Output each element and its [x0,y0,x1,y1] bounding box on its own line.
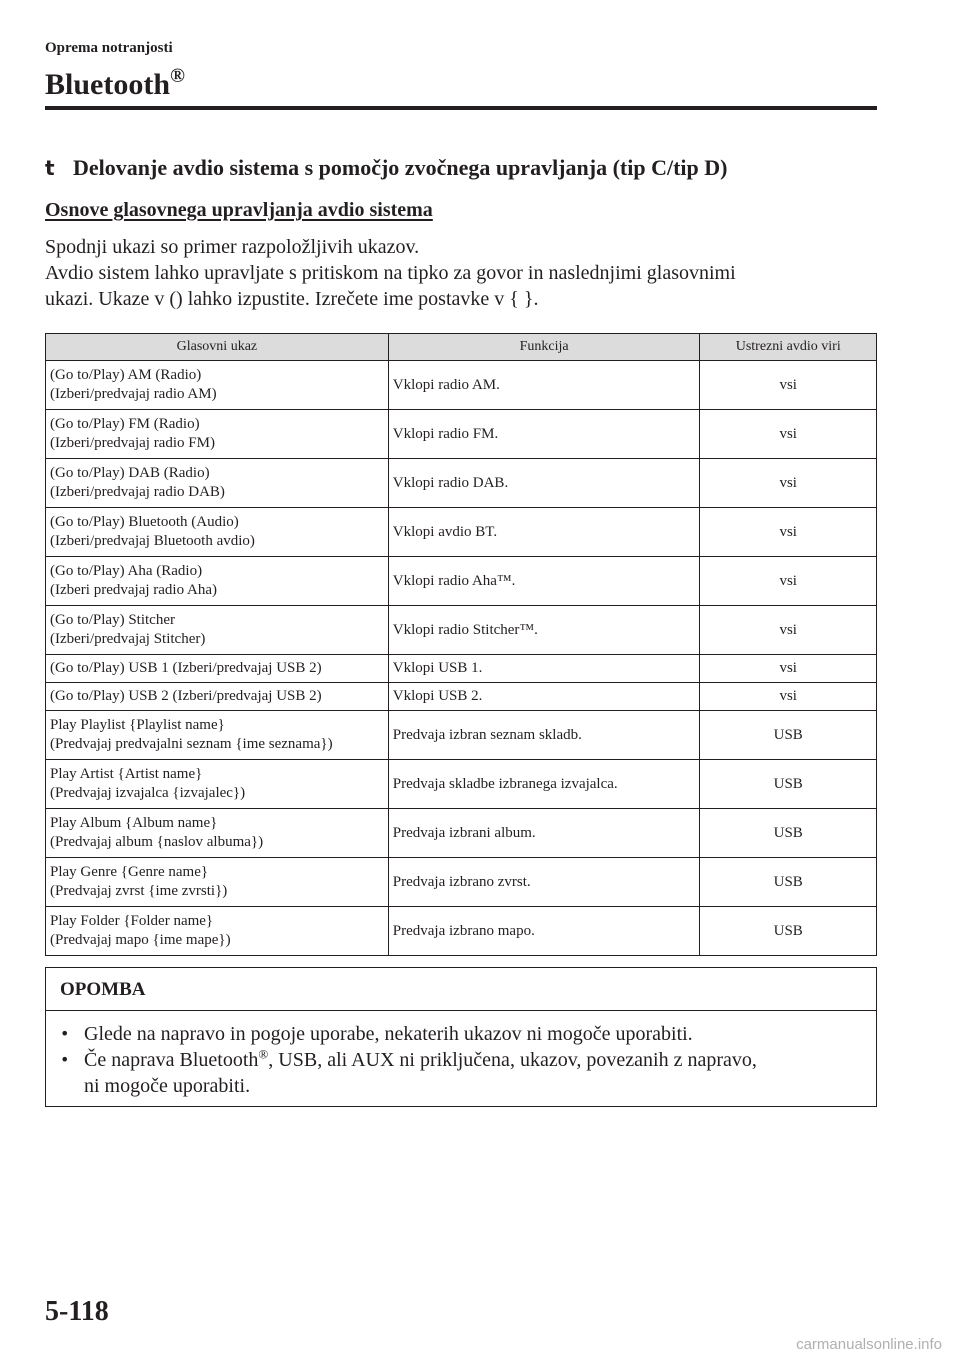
command-line: (Go to/Play) USB 1 (Izberi/predvajaj USB 2) [50,660,322,676]
table-row [46,809,877,858]
command-cell [46,655,389,683]
command-line: (Izberi/predvajaj radio FM) [50,435,215,451]
command-cell [46,459,389,508]
table-header-row [46,334,877,361]
command-line: (Izberi/predvajaj Bluetooth avdio) [50,533,255,549]
source-cell: vsi [700,655,877,683]
function-cell: Vklopi radio DAB. [388,459,700,508]
header-rule [45,106,877,110]
section-label: Oprema notranjosti [45,40,173,56]
table-row [46,410,877,459]
column-header-command: Glasovni ukaz [46,334,389,361]
intro-line: ukazi. Ukaze v () lahko izpustite. Izrečete ime postavke v { }. [45,288,539,310]
registered-mark: ® [170,65,185,87]
source-cell: USB [700,760,877,809]
command-line: (Predvajaj predvajalni seznam {ime seznama}) [50,736,333,752]
function-cell: Vklopi radio Stitcher™. [388,606,700,655]
column-header-function: Funkcija [388,334,700,361]
heading-bullet-icon: t [45,156,55,180]
note-box [45,967,877,1107]
command-line: (Izberi/predvajaj radio DAB) [50,484,225,500]
source-cell: USB [700,858,877,907]
note-text: Glede na napravo in pogoje uporabe, nekaterih ukazov ni mogoče uporabiti. [84,1023,693,1045]
command-line: (Go to/Play) FM (Radio) [50,416,200,432]
command-cell [46,809,389,858]
table-row [46,858,877,907]
command-line: (Izberi/predvajaj radio AM) [50,386,217,402]
table-row [46,459,877,508]
source-cell: USB [700,809,877,858]
command-line: (Izberi/predvajaj Stitcher) [50,631,206,647]
column-header-sources: Ustrezni avdio viri [700,334,877,361]
function-cell: Vklopi USB 2. [388,683,700,711]
heading-text: Delovanje avdio sistema s pomočjo zvočnega upravljanja (tip C/tip D) [73,155,728,180]
function-cell: Predvaja izbrano zvrst. [388,858,700,907]
note-text: ni mogoče uporabiti. [84,1075,251,1097]
source-cell: USB [700,907,877,956]
bullet-icon: • [60,1050,70,1069]
table-row [46,557,877,606]
command-line: Play Folder {Folder name} [50,913,214,929]
command-cell [46,711,389,760]
note-item [60,1047,876,1099]
table-row [46,907,877,956]
chapter-title [45,56,185,105]
command-line: Play Album {Album name} [50,815,218,831]
source-cell: vsi [700,508,877,557]
table-row [46,711,877,760]
table-row [46,361,877,410]
command-line: (Go to/Play) USB 2 (Izberi/predvajaj USB 2) [50,688,322,704]
table-row [46,508,877,557]
command-cell [46,410,389,459]
function-cell: Vklopi radio FM. [388,410,700,459]
note-item [60,1021,876,1047]
command-line: Play Playlist {Playlist name} [50,717,225,733]
function-cell: Predvaja izbran seznam skladb. [388,711,700,760]
function-cell: Vklopi avdio BT. [388,508,700,557]
command-cell [46,361,389,410]
function-cell: Predvaja skladbe izbranega izvajalca. [388,760,700,809]
command-cell [46,557,389,606]
source-cell: vsi [700,459,877,508]
section-heading [45,155,877,181]
note-title: OPOMBA [46,968,876,1011]
source-cell: vsi [700,606,877,655]
command-cell [46,508,389,557]
command-line: Play Artist {Artist name} [50,766,203,782]
command-line: Play Genre {Genre name} [50,864,209,880]
table-row [46,760,877,809]
command-line: (Predvajaj mapo {ime mape}) [50,932,231,948]
command-line: (Predvajaj zvrst {ime zvrsti}) [50,883,228,899]
registered-mark: ® [258,1046,269,1062]
command-line: (Predvajaj album {naslov albuma}) [50,834,264,850]
function-cell: Vklopi radio AM. [388,361,700,410]
page-number: 5-118 [45,1296,109,1327]
source-cell: vsi [700,557,877,606]
command-line: (Go to/Play) AM (Radio) [50,367,202,383]
note-list [46,1011,876,1099]
function-cell: Predvaja izbrani album. [388,809,700,858]
command-cell [46,683,389,711]
source-cell: vsi [700,361,877,410]
intro-line: Spodnji ukazi so primer razpoložljivih ukazov. [45,236,420,258]
command-cell [46,606,389,655]
function-cell: Predvaja izbrano mapo. [388,907,700,956]
command-cell [46,760,389,809]
note-text: , USB, ali AUX ni priključena, ukazov, povezanih z napravo, [268,1049,757,1071]
command-line: (Izberi predvajaj radio Aha) [50,582,217,598]
intro-text [45,234,877,312]
table-row [46,606,877,655]
note-text: Če naprava Bluetooth [84,1049,259,1071]
command-cell [46,907,389,956]
voice-command-table [45,333,877,956]
bullet-icon: • [60,1024,70,1043]
source-cell: vsi [700,410,877,459]
command-line: (Go to/Play) DAB (Radio) [50,465,210,481]
source-cell: vsi [700,683,877,711]
command-cell [46,858,389,907]
command-line: (Predvajaj izvajalca {izvajalec}) [50,785,246,801]
command-line: (Go to/Play) Bluetooth (Audio) [50,514,239,530]
source-cell: USB [700,711,877,760]
table-row [46,655,877,683]
function-cell: Vklopi USB 1. [388,655,700,683]
chapter-title-text: Bluetooth [45,68,171,101]
function-cell: Vklopi radio Aha™. [388,557,700,606]
watermark: carmanualsonline.info [796,1336,942,1353]
intro-line: Avdio sistem lahko upravljate s pritiskom na tipko za govor in naslednjimi glasovnimi [45,262,736,284]
subheading: Osnove glasovnega upravljanja avdio sistema [45,199,433,221]
command-line: (Go to/Play) Stitcher [50,612,175,628]
table-body [46,361,877,956]
command-line: (Go to/Play) Aha (Radio) [50,563,203,579]
table-row [46,683,877,711]
